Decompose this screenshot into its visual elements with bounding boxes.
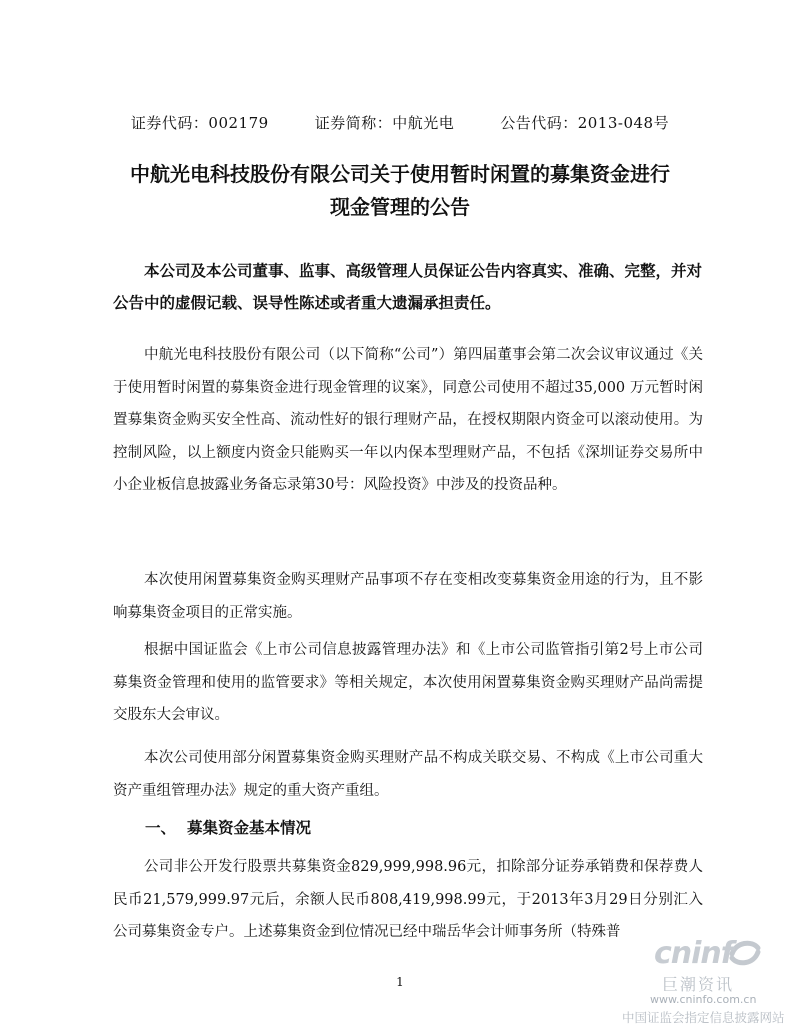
notice-code: 公告代码：2013-048号: [500, 114, 670, 132]
paragraph-no-related-transaction: 本次公司使用部分闲置募集资金购买理财产品不构成关联交易、不构成《上市公司重大资产重组管理办法》规定的重大资产重组。: [113, 750, 703, 799]
section-title: 募集资金基本情况: [187, 819, 312, 837]
title-line-2: 现金管理的公告: [330, 195, 470, 219]
page-number: 1: [396, 975, 404, 989]
title-line-1: 中航光电科技股份有限公司关于使用暂时闲置的募集资金进行: [130, 162, 670, 186]
stock-abbreviation: 证券简称：中航光电: [314, 114, 455, 132]
cninfo-name: 巨潮资讯: [662, 975, 735, 994]
responsibility-statement: 本公司及本公司董事、监事、高级管理人员保证公告内容真实、准确、完整，并对公告中的虚假记载、误导性陈述或者重大遗漏承担责任。: [113, 262, 703, 312]
cninfo-url: www.cninfo.com.cn: [650, 993, 757, 1006]
paragraph-board-resolution: 中航光电科技股份有限公司（以下简称“公司”）第四届董事会第二次会议审议通过《关于使用暂时闲置的募集资金进行现金管理的议案》，同意公司使用不超过35,000 万元暂时闲置募集资金购买安全性高、流动性好的银行理财产品，在授权期限内资金可以滚动使用。为控制风险，以上额度内资金只能购买一年以内保本型理财产品，不包括《深圳证券交易所中小企业板信息披露业务备忘录第30号：风险投资》中涉及的投资品种。: [113, 347, 703, 493]
cninfo-watermark: [610, 928, 790, 1028]
paragraph-regulations: 根据中国证监会《上市公司信息披露管理办法》和《上市公司监管指引第2号上市公司募集资金管理和使用的监管要求》等相关规定，本次使用闲置募集资金购买理财产品尚需提交股东大会审议。: [113, 642, 703, 723]
stock-code: 证券代码：002179: [130, 114, 269, 132]
section-number: 一、: [145, 819, 177, 837]
cninfo-site-description: 中国证监会指定信息披露网站: [622, 1010, 785, 1025]
cninfo-swirl-icon: [728, 938, 762, 968]
document-title: [60, 158, 740, 224]
document-header: [0, 112, 800, 133]
paragraph-fundraising-details: 公司非公开发行股票共募集资金829,999,998.96元，扣除部分证券承销费和保荐费人民币21,579,999.97元后，余额人民币808,419,998.99元，于2013年3月29日分别汇入公司募集资金专户。上述募集资金到位情况已经中瑞岳华会计师事务所（特殊普: [113, 859, 703, 940]
paragraph-no-change-of-use: 本次使用闲置募集资金购买理财产品事项不存在变相改变募集资金用途的行为，且不影响募集资金项目的正常实施。: [113, 572, 703, 621]
section-heading-fundraising: [145, 816, 311, 838]
cninfo-logo-text: cninf: [654, 936, 733, 971]
